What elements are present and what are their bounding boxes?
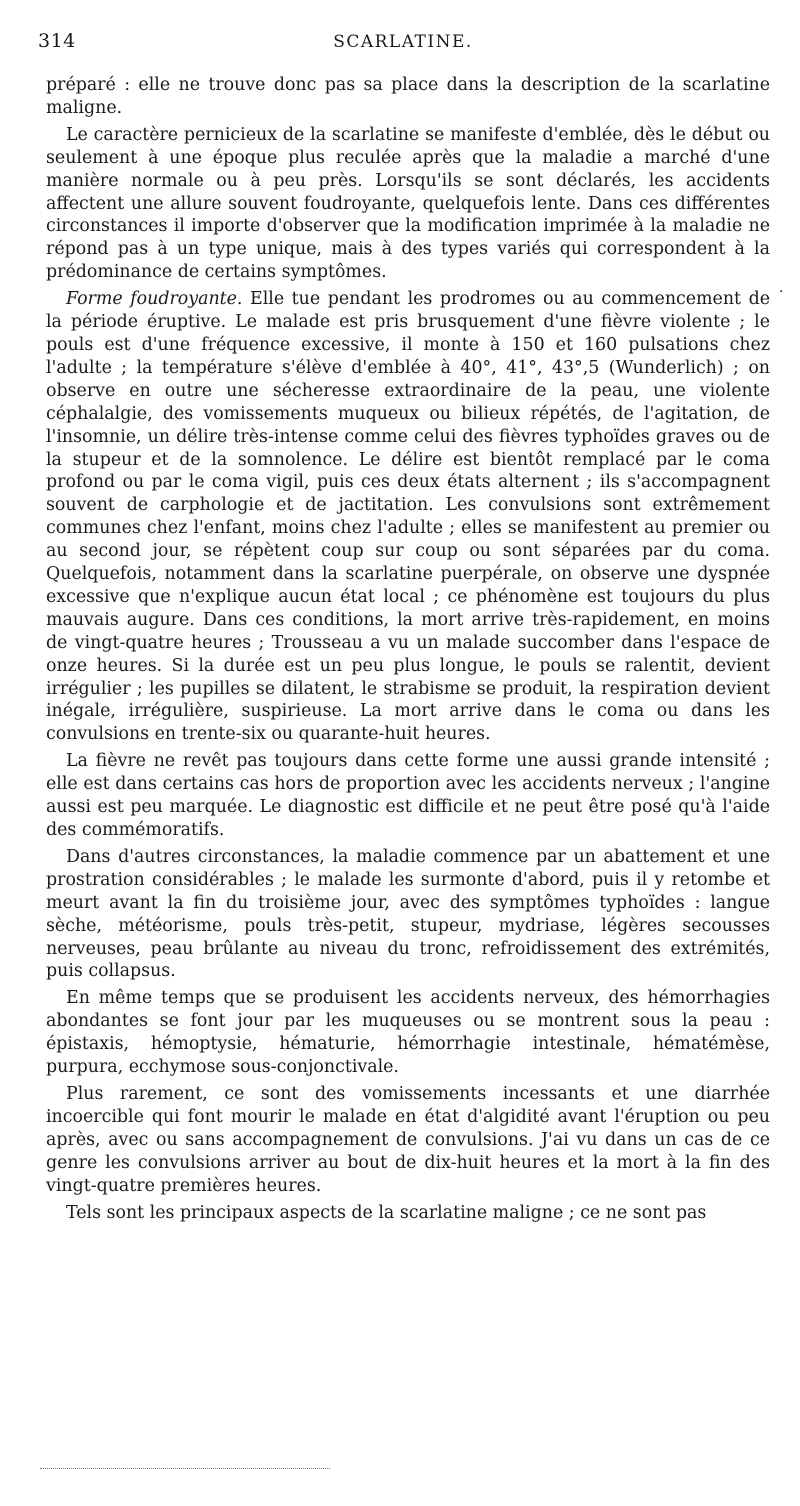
paragraph-continuation: préparé : elle ne trouve donc pas sa place dans la description de la scarlatine maligne. <box>46 75 770 118</box>
paragraph: Dans d'autres circonstances, la maladie commence par un abattement et une prostration considérables ; le malade les surmonte d'abord, puis il y retombe et meurt avant la fin du troisième jour, avec des symptômes typhoïdes : langue sèche, météorisme, pouls très-petit, stupeur, mydriase, légères secousses nerveuses, peau brûlante au niveau du tronc, refroidissement des extrémités, puis collapsus. <box>46 846 770 982</box>
paragraph: Le caractère pernicieux de la scarlatine se manifeste d'emblée, dès le début ou seulement à une époque plus reculée après que la maladie a marché d'une manière normale ou à peu près. Lorsqu'ils se sont déclarés, les accidents affectent une allure souvent foudroyante, quelquefois lente. Dans ces différentes circonstances il importe d'observer que la modification imprimée à la maladie ne répond pas à un type unique, mais à des types variés qui correspondent à la prédominance de certains symptômes. <box>46 124 770 283</box>
page-header <box>28 30 778 56</box>
running-title: SCARLATINE. <box>333 32 473 52</box>
footer-smudge <box>40 1468 330 1472</box>
paragraph-body: Elle tue pendant les prodromes ou au commencement de la période éruptive. Le malade est pris brusquement d'une fièvre violente ; le pouls est d'une fréquence excessive, il monte à 150 et 160 pulsations chez l'adulte ; la température s'élève d'emblée à 40°, 41°, 43°,5 (Wunderlich) ; on observe en outre une sécheresse extraordinaire de la peau, une violente céphalalgie, des vomissements muqueux ou bilieux répétés, de l'agitation, de l'insomnie, un délire très-intense comme celui des fièvres typhoïdes graves ou de la stupeur et de la somnolence. Le délire est bientôt remplacé par le coma profond ou par le coma vigil, puis ces deux états alternent ; ils s'accompagnent souvent de carphologie et de jactitation. Les convulsions sont extrêmement communes chez l'enfant, moins chez l'adulte ; elles se manifestent au premier ou au second jour, se répètent coup sur coup ou sont séparées par du coma. Quelquefois, notamment dans la scarlatine puerpérale, on observe une dyspnée excessive que n'explique aucun état local ; ce phénomène est toujours du plus mauvais augure. Dans ces conditions, la mort arrive très-rapidement, en moins de vingt-quatre heures ; Trousseau a vu un malade succomber dans l'espace de onze heures. Si la durée est un peu plus longue, le pouls se ralentit, devient irrégulier ; les pupilles se dilatent, le strabisme se produit, la respiration devient inégale, irrégulière, suspirieuse. La mort arrive dans le coma ou dans les convulsions en trente-six ou quarante-huit heures. <box>46 289 771 745</box>
body-text <box>46 74 770 1228</box>
section-lead: Forme foudroyante. <box>66 289 243 310</box>
margin-speck: · <box>779 284 784 300</box>
page-number: 314 <box>38 30 76 52</box>
paragraph: La fièvre ne revêt pas toujours dans cette forme une aussi grande intensité ; elle est dans certains cas hors de proportion avec les accidents nerveux ; l'angine aussi est peu marquée. Le diagnostic est difficile et ne peut être posé qu'à l'aide des commémoratifs. <box>46 751 770 840</box>
paragraph: Plus rarement, ce sont des vomissements incessants et une diarrhée incoercible qui font mourir le malade en état d'algidité avant l'éruption ou peu après, avec ou sans accompagnement de convulsions. J'ai vu dans un cas de ce genre les convulsions arriver au bout de dix-huit heures et la mort à la fin des vingt-quatre premières heures. <box>46 1083 770 1196</box>
paragraph-final-line: Tels sont les principaux aspects de la scarlatine maligne ; ce ne sont pas <box>66 1202 707 1223</box>
paragraph: En même temps que se produisent les accidents nerveux, des hémorrhagies abondantes se font jour par les muqueuses ou se montrent sous la peau : épistaxis, hémoptysie, hématurie, hémorrhagie intestinale, hématémèse, purpura, ecchymose sous-conjonctivale. <box>46 988 770 1078</box>
paragraph-forme-foudroyante <box>46 288 770 746</box>
